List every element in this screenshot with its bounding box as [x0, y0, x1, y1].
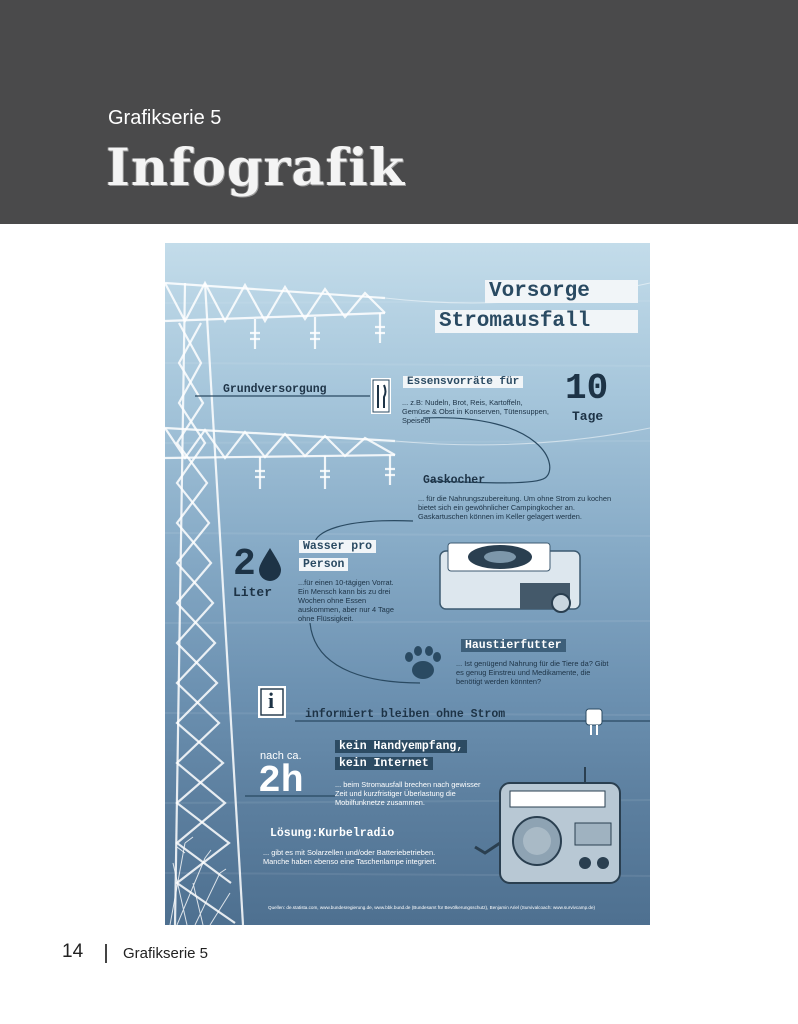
- header-banner: [0, 0, 798, 224]
- handy-heading2: kein Internet: [335, 757, 433, 770]
- footer-divider: [105, 944, 107, 963]
- page-title: Infografik: [106, 138, 406, 198]
- water-drop-icon: [259, 548, 281, 581]
- loesung-heading: Lösung:Kurbelradio: [270, 827, 395, 840]
- handy-prefix: nach ca.: [260, 750, 302, 762]
- series-label: Grafikserie 5: [108, 107, 222, 129]
- infographic-poster: [165, 243, 650, 925]
- essen-heading: Essensvorräte für: [403, 376, 523, 388]
- handy-body: ... beim Stromausfall brechen nach gewisser Zeit und kurzfristiger Überlastung die Mobilfunknetze zusammen.: [335, 780, 481, 807]
- haustier-heading: Haustierfutter: [461, 639, 566, 652]
- wasser-heading2: Person: [299, 558, 348, 571]
- grundversorgung-label: Grundversorgung: [223, 383, 327, 396]
- sources-note: Quellen: de.statista.com, www.bundesregierung.de, www.bbk.bund.de (Bundesamt für Bevölkerungsschutz), Benjamin Ariel (Survivalcoach: www.survivcamp.de): [268, 905, 596, 910]
- loesung-body: ... gibt es mit Solarzellen und/oder Batteriebetrieben. Manche haben ebenso eine Taschenlampe integriert.: [263, 848, 437, 866]
- radio-icon: [475, 767, 620, 883]
- wasser-heading1: Wasser pro: [299, 540, 376, 553]
- poster-title-line2: Stromausfall: [435, 310, 638, 333]
- utensils-icon: [371, 378, 391, 414]
- wasser-body: ...für einen 10-tägigen Vorrat. Ein Mensch kann bis zu drei Wochen ohne Essen auskommen, aber nur 4 Tage ohne Flüssigkeit.: [298, 578, 394, 623]
- poster-title-line1: Vorsorge: [485, 280, 638, 303]
- footer-series: Grafikserie 5: [123, 945, 209, 962]
- info-heading: informiert bleiben ohne Strom: [305, 708, 506, 721]
- paw-icon: [405, 646, 441, 679]
- essen-body: ... z.B: Nudeln, Brot, Reis, Kartoffeln, Gemüse & Obst in Konserven, Tütensuppen, Speiseöl: [402, 398, 549, 425]
- handy-number: 2h: [258, 760, 304, 803]
- essen-number: 10: [565, 368, 609, 409]
- page-number: 14: [62, 941, 84, 962]
- gaskocher-body: ... für die Nahrungszubereitung. Um ohne Strom zu kochen bietet sich ein gewöhnlicher Campingkocher an. Gaskartuschen können im Keller gelagert werden.: [418, 494, 612, 521]
- gas-stove-icon: [440, 543, 580, 612]
- info-letter: i: [268, 688, 275, 713]
- haustier-body: ... Ist genügend Nahrung für die Tiere da? Gibt es genug Einstreu und Medikamente, die benötigt werden könnten?: [456, 659, 609, 686]
- wasser-number: 2: [233, 543, 256, 586]
- plug-icon: [586, 709, 602, 735]
- gaskocher-heading: Gaskocher: [423, 474, 486, 487]
- essen-unit: Tage: [572, 409, 604, 424]
- handy-heading1: kein Handyempfang,: [335, 740, 467, 753]
- wasser-unit: Liter: [233, 585, 273, 600]
